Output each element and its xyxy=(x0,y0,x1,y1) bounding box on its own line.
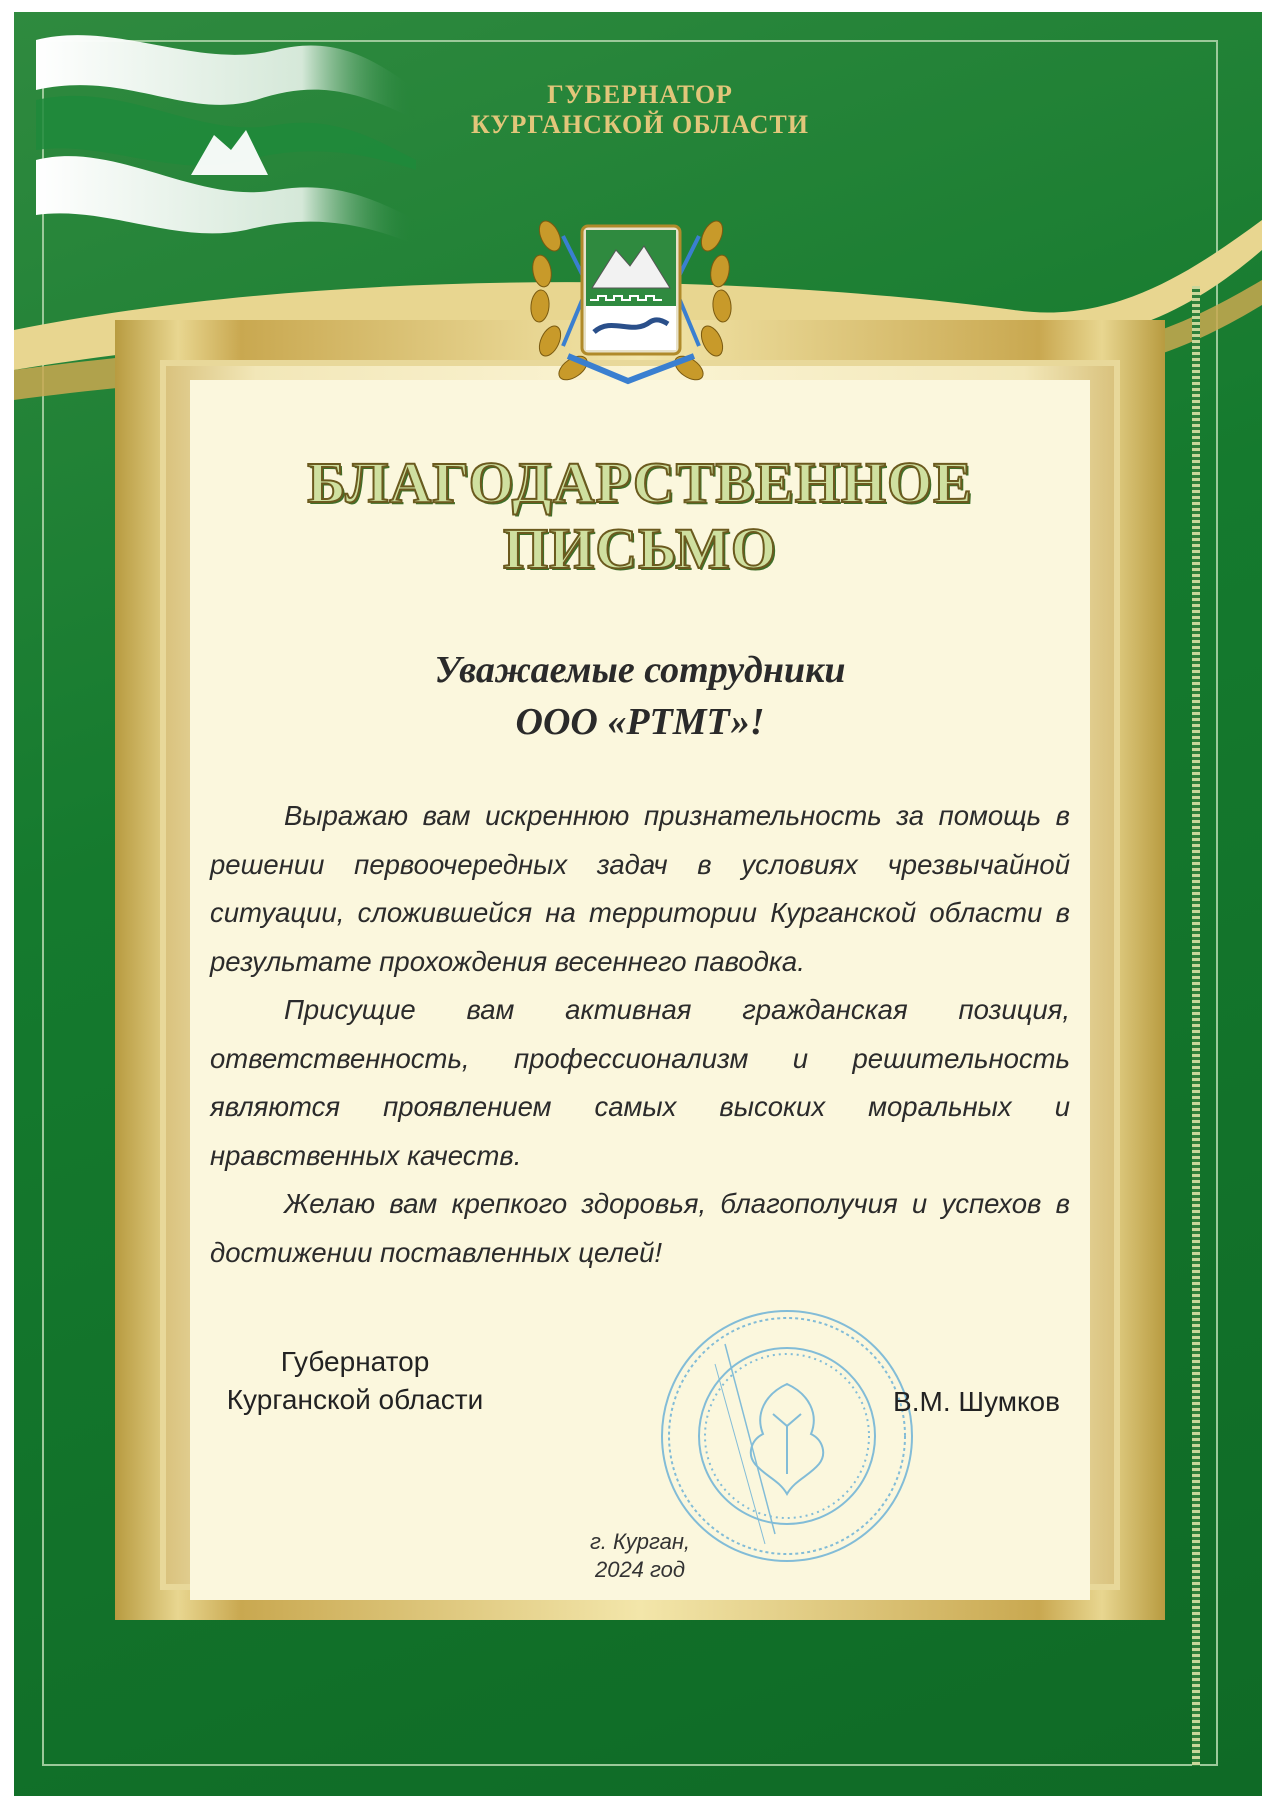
body-paragraph-3: Желаю вам крепкого здоровья, благополучия и успехов в достижении поставленных целей! xyxy=(210,1188,1070,1268)
place-and-date xyxy=(540,1528,740,1584)
place-year: 2024 год xyxy=(594,1557,686,1582)
title-line-2: ПИСЬМО xyxy=(503,516,777,581)
place-city: г. Курган, xyxy=(589,1529,691,1554)
issuer-region: КУРГАНСКОЙ ОБЛАСТИ xyxy=(471,110,809,139)
issuer-title: ГУБЕРНАТОР xyxy=(547,80,733,109)
document-title xyxy=(0,450,1280,582)
signatory-position xyxy=(195,1343,515,1419)
kurgan-coat-of-arms-icon xyxy=(528,196,734,392)
body-paragraph-1: Выражаю вам искреннюю признательность за помощь в решении первоочередных задач в условиях чрезвычайной ситуации, сложившейся на территории Курганской области в результате прохождения весеннего паводка. xyxy=(210,800,1070,977)
issuer-header xyxy=(0,80,1280,140)
body-paragraph-2: Присущие вам активная гражданская позиция, ответственность, профессионализм и решительность являются проявлением самых высоких моральных и нравственных качеств. xyxy=(210,994,1070,1171)
letter-body xyxy=(210,792,1070,1277)
greeting-line-2: ООО «РТМТ»! xyxy=(515,701,765,743)
signatory-name: В.М. Шумков xyxy=(893,1386,1060,1417)
title-line-1: БЛАГОДАРСТВЕННОЕ xyxy=(307,450,973,515)
greeting xyxy=(0,644,1280,748)
greeting-line-1: Уважаемые сотрудники xyxy=(434,649,846,691)
position-line-2: Курганской области xyxy=(226,1384,484,1415)
position-line-1: Губернатор xyxy=(280,1346,430,1377)
